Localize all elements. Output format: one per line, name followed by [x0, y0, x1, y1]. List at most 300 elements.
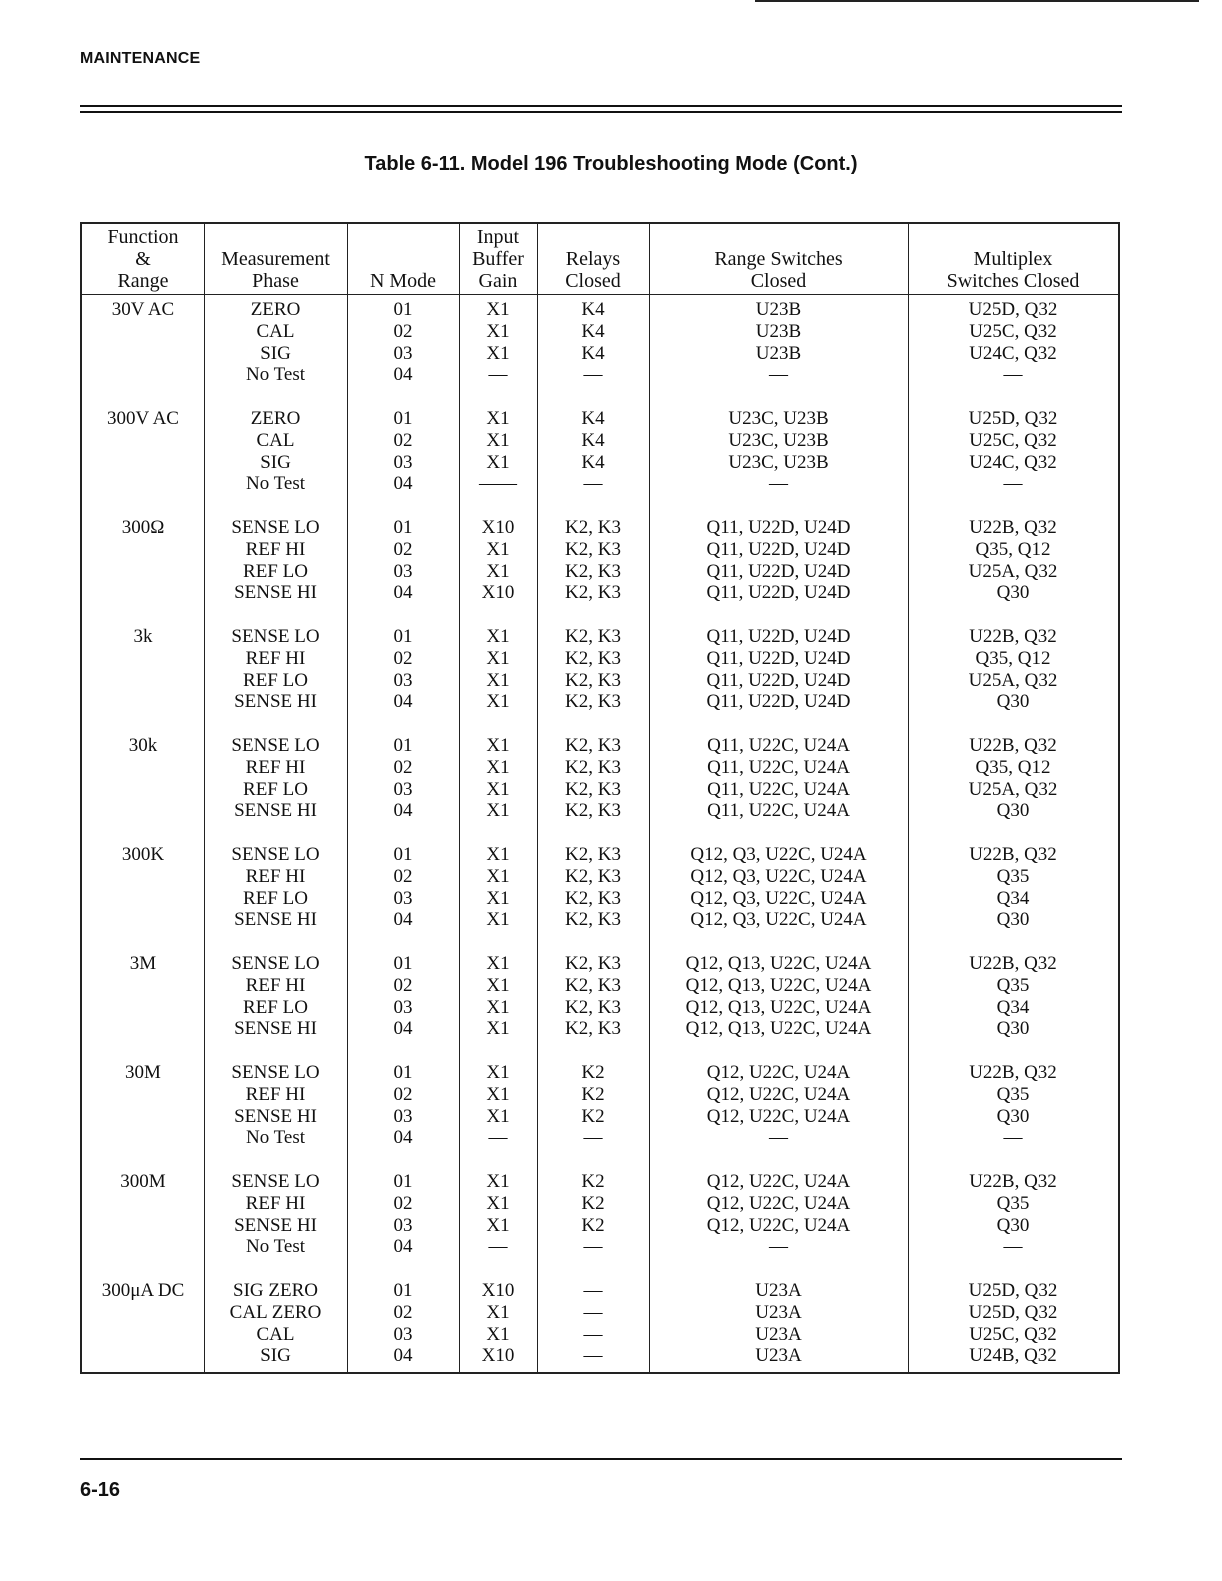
relays-closed-cell	[537, 1171, 649, 1258]
relays-closed-value: K2, K3	[565, 953, 621, 974]
buffer-gain-value: X1	[486, 320, 510, 342]
measurement-phase-cell	[204, 299, 347, 386]
function-range-value: 300Ω	[121, 517, 165, 538]
multiplex-switches-cell	[908, 735, 1118, 822]
page-number: 6-16	[80, 1479, 121, 1501]
measurement-phase-value: REF HI	[245, 756, 306, 778]
multiplex-switches-value: U25A, Q32	[968, 560, 1058, 582]
n-mode-cell	[347, 1171, 459, 1258]
measurement-phase-cell	[204, 408, 347, 495]
measurement-phase-cell	[204, 844, 347, 931]
relays-closed-value: K2, K3	[565, 909, 621, 931]
multiplex-switches-value: U24C, Q32	[969, 451, 1057, 473]
buffer-gain-value: X10	[481, 1280, 515, 1301]
relays-closed-value: K2, K3	[565, 517, 621, 538]
range-switches-value: Q12, U22C, U24A	[706, 1192, 851, 1214]
multiplex-switches-value: —	[1003, 473, 1023, 495]
range-switches-value: U23A	[755, 1301, 802, 1323]
n-mode-value: 04	[393, 364, 413, 386]
top-edge-rule	[755, 0, 1199, 2]
n-mode-value: 04	[393, 800, 413, 822]
measurement-phase-value: REF HI	[245, 1083, 306, 1105]
range-switches-value: Q12, Q13, U22C, U24A	[685, 953, 872, 974]
relays-closed-value: —	[583, 1323, 603, 1345]
range-switches-cell	[649, 408, 908, 495]
multiplex-switches-cell	[908, 844, 1118, 931]
function-range-value: 300M	[120, 1171, 166, 1192]
range-switches-value: Q12, U22C, U24A	[706, 1083, 851, 1105]
n-mode-value: 04	[393, 1236, 413, 1258]
buffer-gain-value: X1	[486, 1062, 510, 1083]
buffer-gain-value: X1	[486, 647, 510, 669]
measurement-phase-value: SENSE LO	[231, 844, 320, 865]
range-switches-value: Q11, U22D, U24D	[706, 538, 851, 560]
buffer-gain-value: X1	[486, 909, 510, 931]
range-switches-value: Q11, U22C, U24A	[707, 735, 850, 756]
multiplex-switches-value: Q35	[996, 974, 1030, 996]
multiplex-switches-value: U25A, Q32	[968, 669, 1058, 691]
range-switches-value: —	[769, 364, 788, 386]
relays-closed-value: K2, K3	[565, 756, 621, 778]
buffer-gain-value: X1	[486, 1192, 510, 1214]
buffer-gain-value: X1	[486, 1301, 510, 1323]
range-switches-value: Q11, U22D, U24D	[706, 669, 851, 691]
buffer-gain-value: X1	[486, 1323, 510, 1345]
range-switches-value: U23C, U23B	[728, 408, 829, 429]
range-switches-value: U23C, U23B	[728, 451, 829, 473]
multiplex-switches-cell	[908, 1062, 1118, 1149]
buffer-gain-value: X1	[486, 669, 510, 691]
buffer-gain-value: X1	[486, 691, 510, 713]
n-mode-value: 03	[393, 560, 413, 582]
buffer-gain-value: X1	[486, 974, 510, 996]
function-range-value: 30V AC	[111, 299, 175, 320]
range-switches-value: Q12, Q3, U22C, U24A	[690, 844, 867, 865]
relays-closed-value: —	[583, 473, 603, 495]
header-line: Phase	[252, 270, 299, 292]
n-mode-value: 04	[393, 1018, 413, 1040]
n-mode-value: 04	[393, 1345, 413, 1367]
measurement-phase-value: REF LO	[243, 887, 308, 909]
buffer-gain-value: X1	[486, 1214, 510, 1236]
n-mode-cell	[347, 953, 459, 1040]
multiplex-switches-value: U24B, Q32	[969, 1345, 1057, 1367]
range-switches-cell	[649, 844, 908, 931]
relays-closed-value: K2	[581, 1214, 605, 1236]
relays-closed-value: —	[583, 1127, 603, 1149]
function-range-value: 300K	[121, 844, 165, 865]
buffer-gain-cell	[459, 408, 537, 495]
header-separator	[82, 294, 1118, 295]
n-mode-value: 01	[393, 1171, 413, 1192]
n-mode-value: 03	[393, 1214, 413, 1236]
buffer-gain-value: X1	[486, 1105, 510, 1127]
header-line: Relays	[565, 248, 621, 270]
range-switches-value: U23A	[755, 1323, 802, 1345]
multiplex-switches-value: U25D, Q32	[968, 299, 1058, 320]
range-switches-value: Q11, U22D, U24D	[706, 560, 851, 582]
relays-closed-cell	[537, 408, 649, 495]
header-function-range	[82, 224, 204, 294]
relays-closed-value: —	[583, 1301, 603, 1323]
buffer-gain-value: X10	[481, 517, 515, 538]
measurement-phase-value: SENSE HI	[234, 582, 317, 604]
multiplex-switches-value: U25C, Q32	[969, 320, 1057, 342]
range-switches-cell	[649, 1171, 908, 1258]
range-switches-value: Q11, U22D, U24D	[706, 582, 851, 604]
measurement-phase-value: SIG ZERO	[233, 1280, 318, 1301]
range-switches-value: Q11, U22D, U24D	[706, 626, 851, 647]
relays-closed-cell	[537, 735, 649, 822]
range-switches-cell	[649, 735, 908, 822]
measurement-phase-cell	[204, 517, 347, 604]
measurement-phase-value: ZERO	[250, 408, 301, 429]
range-switches-value: Q12, Q13, U22C, U24A	[685, 1018, 872, 1040]
range-switches-value: Q12, U22C, U24A	[706, 1214, 851, 1236]
header-line: Closed	[750, 270, 807, 292]
buffer-gain-cell	[459, 517, 537, 604]
range-switches-value: Q11, U22C, U24A	[707, 800, 850, 822]
relays-closed-value: —	[583, 364, 603, 386]
measurement-phase-value: SIG	[260, 342, 291, 364]
range-switches-cell	[649, 299, 908, 386]
range-switches-value: Q12, Q3, U22C, U24A	[690, 909, 867, 931]
range-switches-value: Q12, U22C, U24A	[706, 1062, 851, 1083]
range-switches-value: Q12, Q13, U22C, U24A	[685, 974, 872, 996]
buffer-gain-value: X1	[486, 538, 510, 560]
n-mode-value: 02	[393, 538, 413, 560]
relays-closed-value: —	[583, 1345, 603, 1367]
buffer-gain-value: —	[488, 1127, 508, 1149]
buffer-gain-value: —	[488, 1236, 508, 1258]
multiplex-switches-value: U22B, Q32	[969, 953, 1057, 974]
relays-closed-value: K2, K3	[565, 560, 621, 582]
buffer-gain-value: X1	[486, 800, 510, 822]
n-mode-value: 02	[393, 1192, 413, 1214]
measurement-phase-value: No Test	[245, 1236, 305, 1258]
measurement-phase-value: SENSE HI	[234, 800, 317, 822]
relays-closed-value: K4	[581, 451, 605, 473]
measurement-phase-value: ZERO	[250, 299, 301, 320]
multiplex-switches-value: Q30	[996, 1214, 1030, 1236]
relays-closed-cell	[537, 626, 649, 713]
measurement-phase-value: REF LO	[243, 560, 308, 582]
function-range-cell	[82, 953, 204, 975]
measurement-phase-value: CAL	[256, 1323, 295, 1345]
measurement-phase-value: CAL ZERO	[229, 1301, 322, 1323]
function-range-cell	[82, 1171, 204, 1193]
range-switches-value: Q12, Q13, U22C, U24A	[685, 996, 872, 1018]
relays-closed-value: K4	[581, 429, 605, 451]
n-mode-value: 03	[393, 1105, 413, 1127]
range-switches-value: Q11, U22D, U24D	[706, 647, 851, 669]
multiplex-switches-value: Q35	[996, 1192, 1030, 1214]
buffer-gain-value: —	[488, 364, 508, 386]
n-mode-value: 04	[393, 691, 413, 713]
range-switches-value: U23A	[755, 1345, 802, 1367]
relays-closed-value: K2	[581, 1192, 605, 1214]
multiplex-switches-value: Q30	[996, 909, 1030, 931]
measurement-phase-value: SENSE LO	[231, 626, 320, 647]
buffer-gain-cell	[459, 1280, 537, 1367]
n-mode-value: 01	[393, 626, 413, 647]
buffer-gain-value: X1	[486, 887, 510, 909]
n-mode-cell	[347, 299, 459, 386]
measurement-phase-value: REF HI	[245, 974, 306, 996]
range-switches-value: U23B	[755, 299, 802, 320]
multiplex-switches-value: —	[1003, 1236, 1023, 1258]
buffer-gain-cell	[459, 1062, 537, 1149]
measurement-phase-value: REF LO	[243, 669, 308, 691]
header-line: Input	[476, 226, 520, 248]
measurement-phase-value: CAL	[256, 320, 295, 342]
relays-closed-value: K2, K3	[565, 800, 621, 822]
range-switches-value: —	[769, 1236, 788, 1258]
measurement-phase-value: CAL	[256, 429, 295, 451]
function-range-cell	[82, 626, 204, 648]
buffer-gain-cell	[459, 299, 537, 386]
multiplex-switches-value: Q30	[996, 1018, 1030, 1040]
n-mode-value: 01	[393, 299, 413, 320]
buffer-gain-value: X1	[486, 408, 510, 429]
range-switches-cell	[649, 953, 908, 1040]
multiplex-switches-value: U22B, Q32	[969, 517, 1057, 538]
buffer-gain-cell	[459, 735, 537, 822]
relays-closed-cell	[537, 517, 649, 604]
measurement-phase-value: SENSE LO	[231, 1171, 320, 1192]
range-switches-value: Q11, U22C, U24A	[707, 756, 850, 778]
measurement-phase-value: SENSE HI	[234, 1018, 317, 1040]
n-mode-cell	[347, 408, 459, 495]
multiplex-switches-cell	[908, 626, 1118, 713]
buffer-gain-value: X1	[486, 1018, 510, 1040]
measurement-phase-value: REF HI	[245, 865, 306, 887]
relays-closed-value: K2	[581, 1062, 605, 1083]
function-range-value: 30k	[128, 735, 158, 756]
n-mode-value: 02	[393, 647, 413, 669]
multiplex-switches-value: U22B, Q32	[969, 1062, 1057, 1083]
header-relays-closed	[537, 224, 649, 294]
measurement-phase-value: SENSE HI	[234, 909, 317, 931]
buffer-gain-value: X1	[486, 844, 510, 865]
function-range-value: 300V AC	[107, 408, 179, 429]
range-switches-value: U23B	[755, 320, 802, 342]
buffer-gain-value: X1	[486, 735, 510, 756]
range-switches-value: Q11, U22D, U24D	[706, 517, 851, 538]
n-mode-value: 02	[393, 320, 413, 342]
header-line: Switches Closed	[946, 270, 1080, 292]
buffer-gain-value: X1	[486, 996, 510, 1018]
multiplex-switches-value: Q35, Q12	[975, 756, 1051, 778]
buffer-gain-value: X1	[486, 1083, 510, 1105]
n-mode-cell	[347, 1280, 459, 1367]
function-range-cell	[82, 1280, 204, 1302]
header-line: Range	[117, 270, 169, 292]
n-mode-value: 01	[393, 408, 413, 429]
n-mode-value: 02	[393, 1301, 413, 1323]
multiplex-switches-cell	[908, 1171, 1118, 1258]
measurement-phase-value: No Test	[245, 364, 305, 386]
function-range-value: 300μA DC	[101, 1280, 185, 1301]
multiplex-switches-value: U22B, Q32	[969, 844, 1057, 865]
range-switches-value: Q12, U22C, U24A	[706, 1105, 851, 1127]
function-range-value: 30M	[125, 1062, 161, 1083]
function-range-cell	[82, 517, 204, 539]
buffer-gain-value: X1	[486, 626, 510, 647]
multiplex-switches-cell	[908, 517, 1118, 604]
multiplex-switches-value: U24C, Q32	[969, 342, 1057, 364]
relays-closed-cell	[537, 299, 649, 386]
function-range-cell	[82, 735, 204, 757]
n-mode-value: 02	[393, 865, 413, 887]
header-multiplex-switches	[908, 224, 1118, 294]
multiplex-switches-value: Q34	[996, 887, 1030, 909]
range-switches-value: —	[769, 473, 788, 495]
relays-closed-value: —	[583, 1280, 603, 1301]
buffer-gain-value: X1	[486, 429, 510, 451]
relays-closed-value: K2, K3	[565, 844, 621, 865]
function-range-cell	[82, 408, 204, 430]
header-rule-upper	[80, 105, 1122, 107]
relays-closed-value: K2, K3	[565, 1018, 621, 1040]
multiplex-switches-cell	[908, 1280, 1118, 1367]
header-n-mode	[347, 224, 459, 294]
n-mode-value: 02	[393, 756, 413, 778]
buffer-gain-value: X1	[486, 1171, 510, 1192]
multiplex-switches-cell	[908, 408, 1118, 495]
header-line: Closed	[565, 270, 621, 292]
multiplex-switches-value: Q34	[996, 996, 1030, 1018]
measurement-phase-cell	[204, 735, 347, 822]
range-switches-value: U23B	[755, 342, 802, 364]
measurement-phase-value: SENSE LO	[231, 1062, 320, 1083]
relays-closed-value: K2, K3	[565, 778, 621, 800]
header-line: Function	[107, 226, 179, 248]
relays-closed-value: K2, K3	[565, 626, 621, 647]
section-header: MAINTENANCE	[80, 50, 201, 67]
range-switches-value: Q12, U22C, U24A	[706, 1171, 851, 1192]
function-range-cell	[82, 844, 204, 866]
n-mode-value: 03	[393, 778, 413, 800]
multiplex-switches-value: U25C, Q32	[969, 1323, 1057, 1345]
footer-rule	[80, 1458, 1122, 1460]
measurement-phase-value: REF HI	[245, 1192, 306, 1214]
measurement-phase-cell	[204, 1171, 347, 1258]
n-mode-value: 03	[393, 887, 413, 909]
n-mode-value: 01	[393, 1280, 413, 1301]
measurement-phase-value: SENSE LO	[231, 735, 320, 756]
multiplex-switches-value: Q35	[996, 1083, 1030, 1105]
relays-closed-value: K4	[581, 408, 605, 429]
buffer-gain-value: ——	[479, 473, 517, 495]
header-rule-lower	[80, 111, 1122, 113]
n-mode-value: 01	[393, 844, 413, 865]
header-line: Multiplex	[973, 248, 1053, 270]
n-mode-cell	[347, 1062, 459, 1149]
buffer-gain-cell	[459, 626, 537, 713]
measurement-phase-value: SENSE HI	[234, 1105, 317, 1127]
buffer-gain-value: X1	[486, 342, 510, 364]
measurement-phase-value: REF HI	[245, 538, 306, 560]
function-range-cell	[82, 1062, 204, 1084]
measurement-phase-value: REF LO	[243, 778, 308, 800]
buffer-gain-value: X10	[481, 1345, 515, 1367]
relays-closed-cell	[537, 953, 649, 1040]
n-mode-value: 03	[393, 342, 413, 364]
table-title: Table 6-11. Model 196 Troubleshooting Mode (Cont.)	[364, 153, 858, 175]
multiplex-switches-value: U25A, Q32	[968, 778, 1058, 800]
function-range-cell	[82, 299, 204, 321]
range-switches-value: Q11, U22C, U24A	[707, 778, 850, 800]
multiplex-switches-value: U25D, Q32	[968, 1280, 1058, 1301]
n-mode-value: 02	[393, 429, 413, 451]
relays-closed-value: K2	[581, 1105, 605, 1127]
relays-closed-value: K4	[581, 320, 605, 342]
multiplex-switches-value: U22B, Q32	[969, 626, 1057, 647]
multiplex-switches-value: Q35, Q12	[975, 538, 1051, 560]
relays-closed-cell	[537, 844, 649, 931]
multiplex-switches-cell	[908, 299, 1118, 386]
troubleshooting-table	[80, 222, 1120, 1374]
relays-closed-cell	[537, 1280, 649, 1367]
multiplex-switches-value: Q30	[996, 1105, 1030, 1127]
n-mode-value: 01	[393, 517, 413, 538]
relays-closed-value: K4	[581, 299, 605, 320]
range-switches-value: —	[769, 1127, 788, 1149]
header-range-switches	[649, 224, 908, 294]
multiplex-switches-value: U22B, Q32	[969, 1171, 1057, 1192]
multiplex-switches-value: Q30	[996, 582, 1030, 604]
header-line: N Mode	[369, 270, 437, 292]
n-mode-value: 01	[393, 735, 413, 756]
multiplex-switches-value: U25D, Q32	[968, 408, 1058, 429]
multiplex-switches-value: Q30	[996, 800, 1030, 822]
function-range-value: 3k	[133, 626, 153, 647]
multiplex-switches-value: Q30	[996, 691, 1030, 713]
relays-closed-value: K4	[581, 342, 605, 364]
n-mode-cell	[347, 626, 459, 713]
buffer-gain-value: X1	[486, 560, 510, 582]
n-mode-cell	[347, 844, 459, 931]
buffer-gain-cell	[459, 844, 537, 931]
measurement-phase-value: SENSE LO	[231, 953, 320, 974]
header-line: Range Switches	[714, 248, 843, 270]
range-switches-value: Q12, Q3, U22C, U24A	[690, 887, 867, 909]
n-mode-value: 03	[393, 451, 413, 473]
multiplex-switches-value: U25D, Q32	[968, 1301, 1058, 1323]
multiplex-switches-cell	[908, 953, 1118, 1040]
measurement-phase-value: SENSE HI	[234, 1214, 317, 1236]
buffer-gain-value: X10	[481, 582, 515, 604]
n-mode-value: 03	[393, 996, 413, 1018]
n-mode-value: 03	[393, 1323, 413, 1345]
relays-closed-value: —	[583, 1236, 603, 1258]
measurement-phase-value: No Test	[245, 1127, 305, 1149]
header-line: Measurement	[221, 248, 330, 270]
n-mode-value: 01	[393, 953, 413, 974]
multiplex-switches-value: —	[1003, 364, 1023, 386]
measurement-phase-value: No Test	[245, 473, 305, 495]
n-mode-value: 02	[393, 974, 413, 996]
relays-closed-value: K2, K3	[565, 974, 621, 996]
relays-closed-value: K2, K3	[565, 996, 621, 1018]
measurement-phase-value: SENSE LO	[231, 517, 320, 538]
n-mode-value: 02	[393, 1083, 413, 1105]
function-range-value: 3M	[129, 953, 157, 974]
measurement-phase-value: SIG	[260, 451, 291, 473]
header-line: Buffer	[472, 248, 524, 270]
n-mode-value: 04	[393, 1127, 413, 1149]
